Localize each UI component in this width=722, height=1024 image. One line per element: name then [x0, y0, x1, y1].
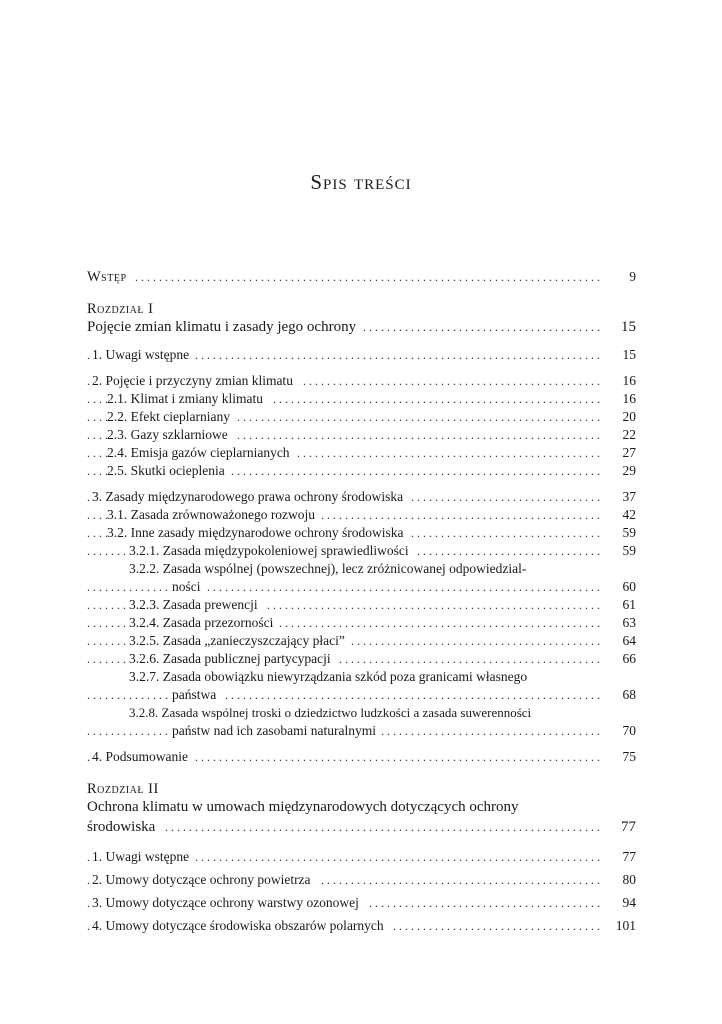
toc-label: Ochrona klimatu w umowach międzynarodowych dotyczących ochrony: [87, 799, 519, 815]
toc-page-number: 9: [602, 268, 636, 286]
toc-entry[interactable]: [87, 917, 636, 940]
toc-page-number: 59: [602, 524, 636, 542]
toc-entry[interactable]: [87, 748, 636, 766]
toc-label: Wstęp: [87, 269, 133, 285]
toc-label: 2.3. Gazy szklarniowe: [107, 427, 234, 442]
toc-entry[interactable]: [87, 444, 636, 462]
toc-entry-continuation[interactable]: [87, 686, 636, 704]
toc-label: Pojęcie zmian klimatu i zasady jego ochrony: [87, 319, 362, 335]
toc-label-continuation: państw nad ich zasobami naturalnymi: [172, 723, 382, 738]
toc-entry[interactable]: [87, 542, 636, 560]
toc-label-continuation: ności: [172, 579, 207, 594]
toc-entry-continuation[interactable]: [87, 578, 636, 596]
toc-page-number: 63: [602, 614, 636, 632]
chapter-2-label: Rozdział II: [87, 781, 159, 797]
toc-page-number: 15: [602, 346, 636, 364]
toc-label: 3.2.8. Zasada wspólnej troski o dziedzictwo ludzkości a zasada suwerenności: [129, 705, 532, 720]
toc-label: 1. Uwagi wstępne: [92, 849, 195, 864]
toc-entry[interactable]: [87, 524, 636, 542]
toc-entry[interactable]: [87, 894, 636, 917]
toc-entry[interactable]: [87, 426, 636, 444]
toc-entry[interactable]: [87, 632, 636, 650]
toc-entry[interactable]: [87, 372, 636, 390]
toc-entry[interactable]: [87, 488, 636, 506]
toc-label: 3.2.3. Zasada prewencji: [129, 597, 264, 612]
toc-entry[interactable]: [87, 390, 636, 408]
toc-label: 3.2. Inne zasady międzynarodowe ochrony środowiska: [107, 525, 410, 540]
toc-entry-wrap-line[interactable]: [87, 560, 636, 578]
chapter-2-title-line[interactable]: [87, 798, 636, 818]
toc-label: 3. Umowy dotyczące ochrony warstwy ozonowej: [92, 895, 365, 910]
toc-page-number: 80: [602, 871, 636, 889]
toc-label: 3.2.2. Zasada wspólnej (powszechnej), lecz zróżnicowanej odpowiedzial-: [129, 561, 527, 576]
toc-label: 3.2.6. Zasada publicznej partycypacji: [129, 651, 337, 666]
toc-page-number: 70: [602, 722, 636, 740]
toc-label-continuation: państwa: [172, 687, 222, 702]
toc-page-number: 16: [602, 390, 636, 408]
toc-label: 3.2.4. Zasada przezorności: [129, 615, 279, 630]
toc-page-number: 42: [602, 506, 636, 524]
toc-entry-wrap-line[interactable]: [87, 668, 636, 686]
toc-page-number: 16: [602, 372, 636, 390]
toc-entry[interactable]: [87, 346, 636, 364]
toc-page-number: 94: [602, 894, 636, 912]
toc-page-number: 66: [602, 650, 636, 668]
toc-entry-continuation[interactable]: [87, 722, 636, 740]
toc-entry[interactable]: [87, 650, 636, 668]
toc-entry-wstep[interactable]: [87, 268, 636, 286]
toc-entry-chapter-1-title[interactable]: [87, 318, 636, 338]
toc-label: 2. Umowy dotyczące ochrony powietrza: [92, 872, 317, 887]
toc-entry[interactable]: [87, 614, 636, 632]
toc-page-number: 27: [602, 444, 636, 462]
toc-page-number: 22: [602, 426, 636, 444]
toc-page-number: 75: [602, 748, 636, 766]
toc-label: 4. Umowy dotyczące środowiska obszarów polarnych: [92, 918, 390, 933]
toc-page-number: 60: [602, 578, 636, 596]
chapter-1-label: Rozdział I: [87, 301, 154, 317]
toc-label: 2.5. Skutki ocieplenia: [107, 463, 231, 478]
toc-page-number: 77: [602, 818, 636, 836]
toc-label: 1. Uwagi wstępne: [92, 347, 195, 362]
toc-entry[interactable]: [87, 506, 636, 524]
toc-entry-chapter-2-title[interactable]: [87, 818, 636, 840]
toc-label: 3.2.7. Zasada obowiązku niewyrządzania szkód poza granicami własnego: [129, 669, 528, 684]
toc-label: 3.1. Zasada zrównoważonego rozwoju: [107, 507, 321, 522]
toc-label: 2.4. Emisja gazów cieplarnianych: [107, 445, 296, 460]
toc-entry[interactable]: [87, 848, 636, 871]
toc-label: 2.1. Klimat i zmiany klimatu: [107, 391, 269, 406]
toc-label: 3. Zasady międzynarodowego prawa ochrony środowiska: [92, 489, 409, 504]
toc-page-number: 37: [602, 488, 636, 506]
page-title: Spis treści: [310, 170, 412, 194]
toc-entry[interactable]: [87, 596, 636, 614]
toc-entry[interactable]: [87, 871, 636, 894]
toc-page-number: 15: [602, 318, 636, 336]
toc-page-number: 29: [602, 462, 636, 480]
toc-label: 4. Podsumowanie: [92, 749, 194, 764]
toc-entry[interactable]: [87, 462, 636, 480]
toc-entry-wrap-line[interactable]: [87, 704, 636, 722]
toc-page-number: 77: [602, 848, 636, 866]
toc-label: 3.2.5. Zasada „zanieczyszczający płaci”: [129, 633, 351, 648]
toc-label: 2.2. Efekt cieplarniany: [107, 409, 236, 424]
toc-page-number: 20: [602, 408, 636, 426]
toc-page-number: 61: [602, 596, 636, 614]
toc-page-number: 64: [602, 632, 636, 650]
toc-label-continuation: środowiska: [87, 819, 161, 835]
toc-entry[interactable]: [87, 408, 636, 426]
toc-page-number: 59: [602, 542, 636, 560]
toc-label: 2. Pojęcie i przyczyny zmian klimatu: [92, 373, 299, 388]
toc-page-number: 101: [602, 917, 636, 935]
toc-page-number: 68: [602, 686, 636, 704]
toc-label: 3.2.1. Zasada międzypokoleniowej sprawiedliwości: [129, 543, 415, 558]
table-of-contents: [87, 268, 636, 940]
